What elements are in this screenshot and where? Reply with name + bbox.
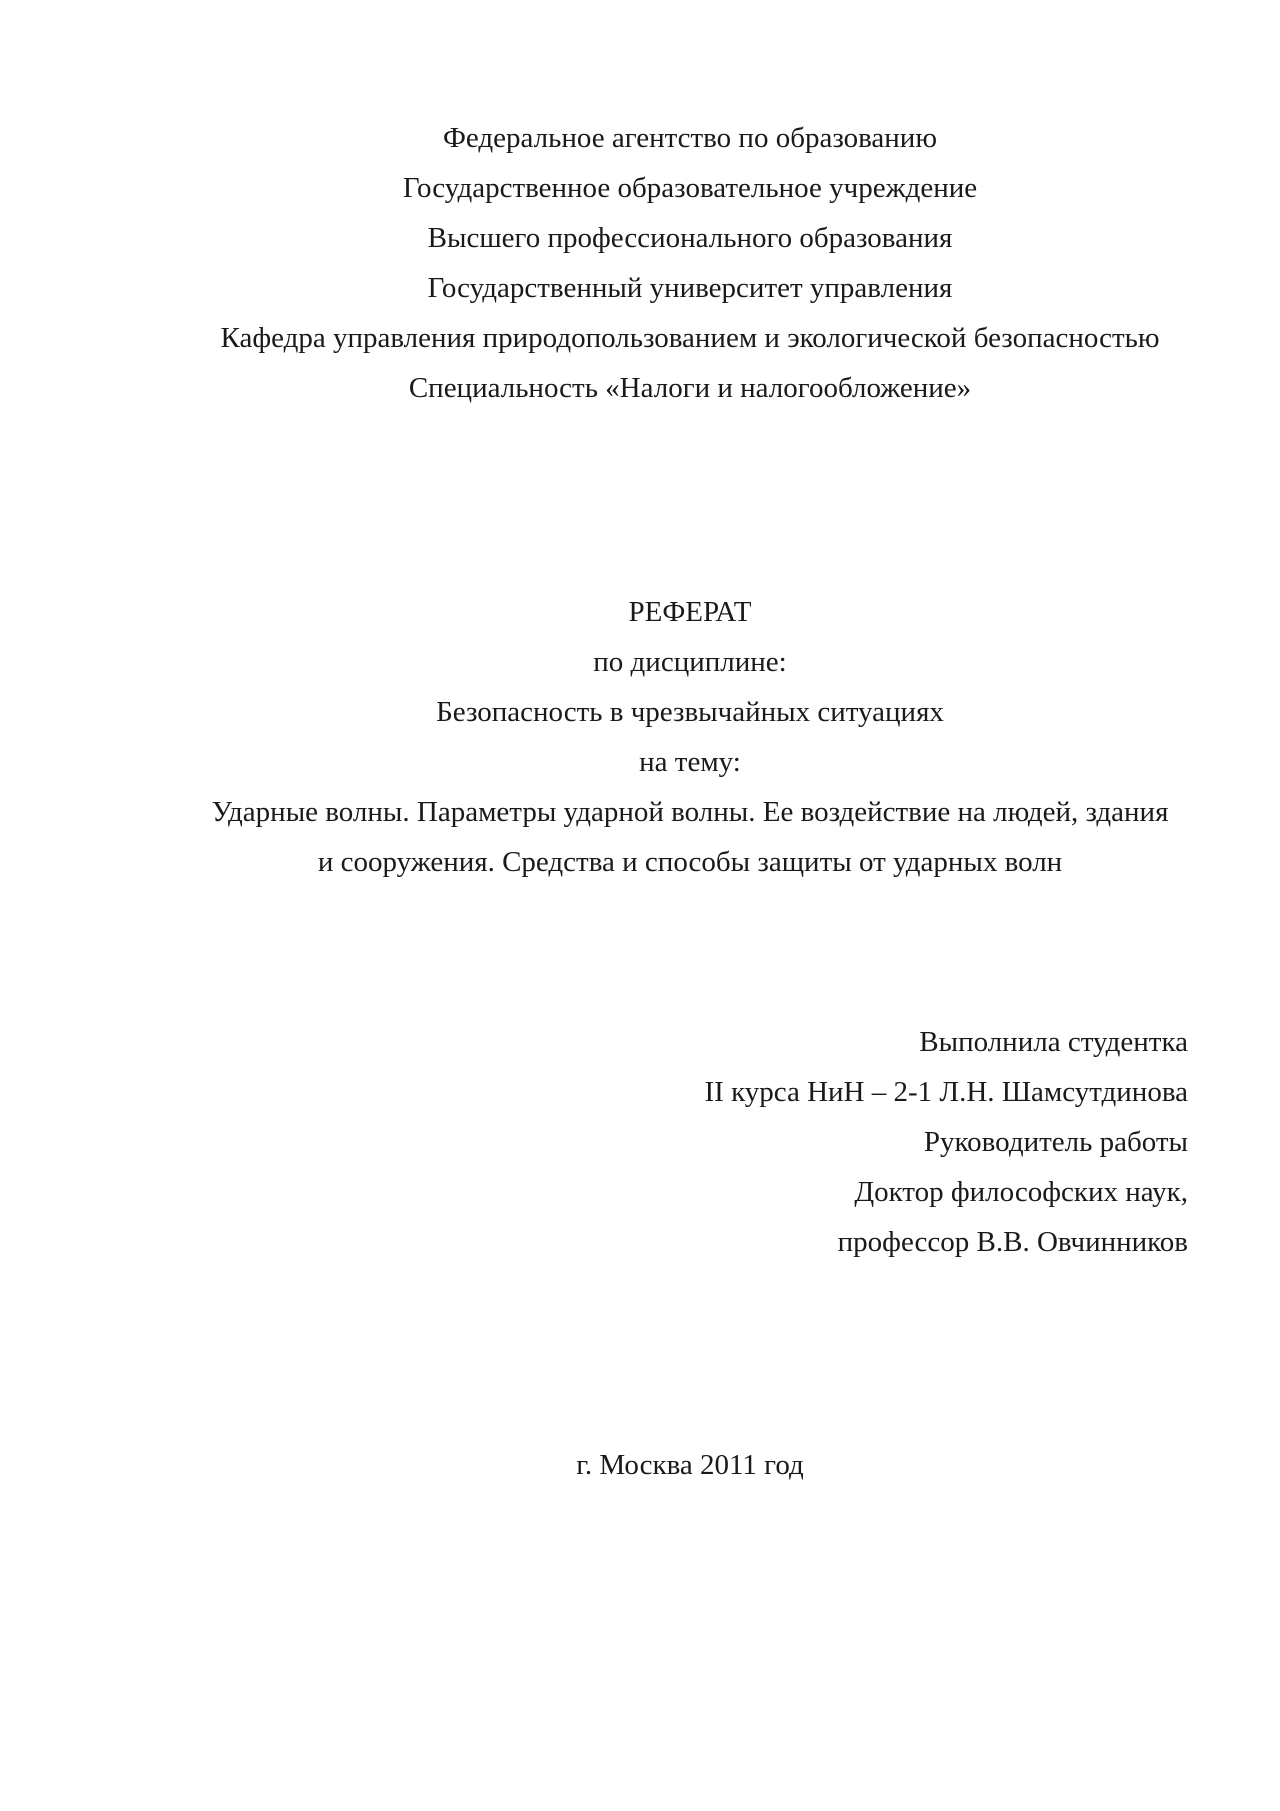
institution-header — [150, 113, 1230, 413]
author-section — [600, 1017, 1188, 1267]
topic-label: на тему: — [639, 746, 741, 778]
student-name: II курса НиН – 2-1 Л.Н. Шамсутдинова — [704, 1076, 1188, 1108]
university-line: Государственный университет управления — [427, 272, 953, 304]
supervisor-degree: Доктор философских наук, — [854, 1176, 1188, 1208]
topic-line-2: и сооружения. Средства и способы защиты от ударных волн — [317, 846, 1063, 878]
supervisor-name: профессор В.В. Овчинников — [837, 1226, 1188, 1258]
performed-by-label: Выполнила студентка — [919, 1026, 1188, 1058]
discipline-label: по дисциплине: — [593, 646, 787, 678]
education-level-line: Высшего профессионального образования — [427, 222, 953, 254]
city-year: г. Москва 2011 год — [576, 1449, 804, 1481]
topic-line-1: Ударные волны. Параметры ударной волны. Ее воздействие на людей, здания — [211, 796, 1169, 828]
agency-line: Федеральное агентство по образованию — [442, 122, 937, 154]
institution-type-line: Государственное образовательное учреждение — [402, 172, 978, 204]
discipline-name: Безопасность в чрезвычайных ситуациях — [436, 696, 944, 728]
specialty-line: Специальность «Налоги и налогообложение» — [408, 372, 972, 404]
city-year-footer — [150, 1440, 1230, 1490]
title-section — [150, 587, 1230, 887]
supervisor-label: Руководитель работы — [923, 1126, 1188, 1158]
document-type: РЕФЕРАТ — [628, 596, 752, 628]
department-line: Кафедра управления природопользованием и экологической безопасностью — [220, 322, 1160, 354]
